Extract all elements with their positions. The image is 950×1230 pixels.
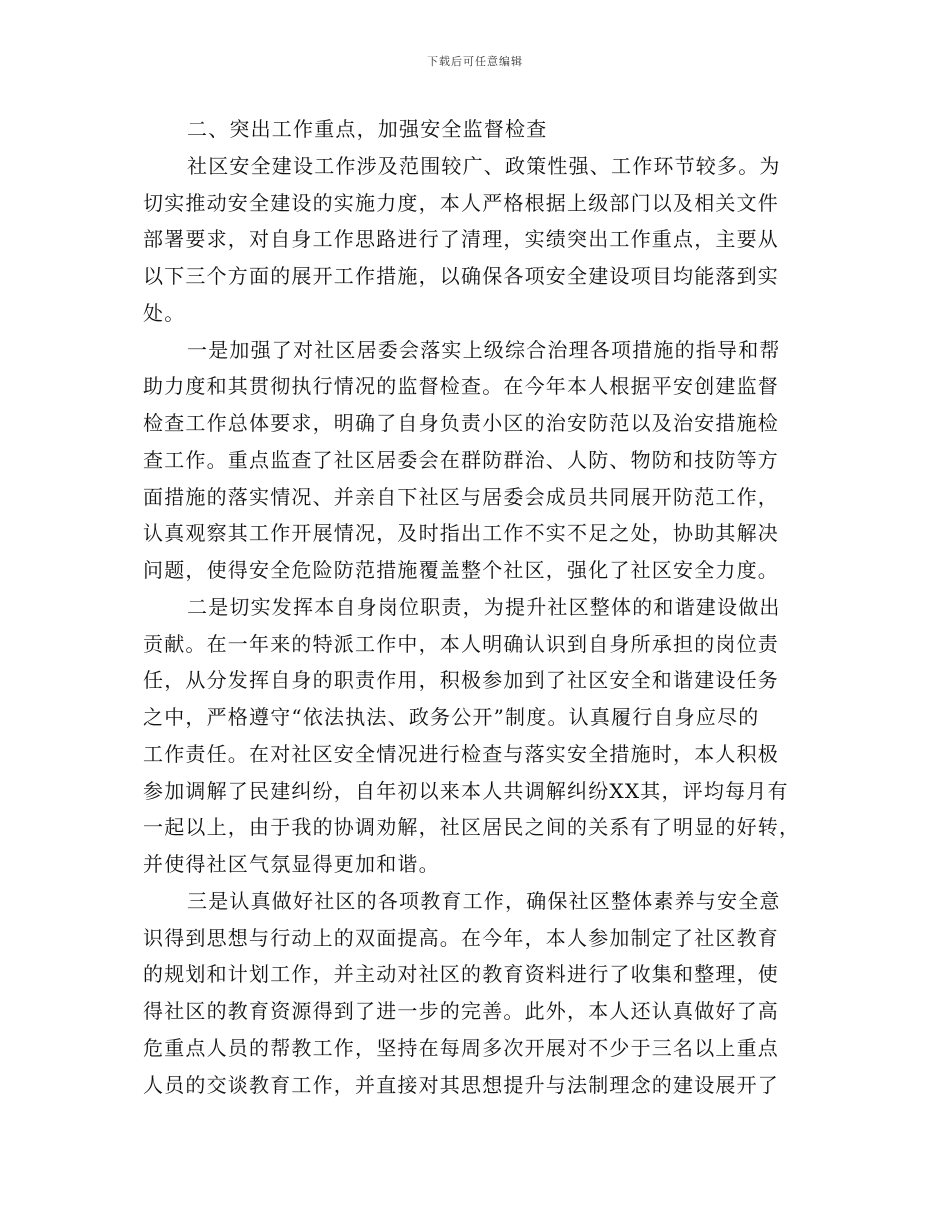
paragraph-line: 社区安全建设工作涉及范围较广、政策性强、工作环节较多。为 xyxy=(187,153,781,178)
paragraph-line: 参加调解了民建纠纷，自年初以来本人共调解纠纷XX其，评均每月有 xyxy=(143,778,789,803)
paragraph-line: 切实推动安全建设的实施力度，本人严格根据上级部门以及相关文件 xyxy=(143,190,779,215)
paragraph-line: 一起以上，由于我的协调劝解，社区居民之间的关系有了明显的好转， xyxy=(143,815,801,840)
paragraph-line: 二是切实发挥本自身岗位职责，为提升社区整体的和谐建设做出 xyxy=(187,594,781,619)
paragraph-line: 部署要求，对自身工作思路进行了清理，实绩突出工作重点，主要从 xyxy=(143,227,779,252)
paragraph-line: 三是认真做好社区的各项教育工作，确保社区整体素养与安全意 xyxy=(187,888,781,913)
section-heading: 二、突出工作重点，加强安全监督检查 xyxy=(187,117,548,141)
paragraph-line: 识得到思想与行动上的双面提高。在今年，本人参加制定了社区教育 xyxy=(143,925,779,950)
paragraph-line: 贡献。在一年来的特派工作中，本人明确认识到自身所承担的岗位责 xyxy=(143,631,779,656)
paragraph-line: 问题，使得安全危险防范措施覆盖整个社区，强化了社区安全力度。 xyxy=(143,558,779,582)
paragraph-line: 助力度和其贯彻执行情况的监督检查。在今年本人根据平安创建监督 xyxy=(143,374,779,399)
paragraph-line: 认真观察其工作开展情况，及时指出工作不实不足之处，协助其解决 xyxy=(143,521,779,546)
page-header: 下载后可任意编辑 xyxy=(427,55,523,68)
paragraph-line: 查工作。重点监查了社区居委会在群防群治、人防、物防和技防等方 xyxy=(143,447,779,472)
paragraph-line: 面措施的落实情况、并亲自下社区与居委会成员共同展开防范工作， xyxy=(143,484,779,509)
paragraph-line: 危重点人员的帮教工作，坚持在每周多次开展对不少于三名以上重点 xyxy=(143,1035,779,1060)
paragraph-line: 处。 xyxy=(143,300,186,325)
paragraph-line: 一是加强了对社区居委会落实上级综合治理各项措施的指导和帮 xyxy=(187,337,781,362)
paragraph-line: 人员的交谈教育工作，并直接对其思想提升与法制理念的建设展开了 xyxy=(143,1072,779,1097)
paragraph-line: 工作责任。在对社区安全情况进行检查与落实安全措施时，本人积极 xyxy=(143,741,779,766)
paragraph-line: 并使得社区气氛显得更加和谐。 xyxy=(143,852,440,876)
document-body xyxy=(143,111,803,1103)
paragraph-line: 之中，严格遵守“依法执法、政务公开”制度。认真履行自身应尽的 xyxy=(143,705,760,729)
paragraph-line: 得社区的教育资源得到了进一步的完善。此外，本人还认真做好了高 xyxy=(143,999,779,1023)
paragraph-line: 任，从分发挥自身的职责作用，积极参加到了社区安全和谐建设任务 xyxy=(143,668,779,693)
paragraph-line: 以下三个方面的展开工作措施，以确保各项安全建设项目均能落到实 xyxy=(143,264,779,288)
paragraph-line: 的规划和计划工作，并主动对社区的教育资料进行了收集和整理，使 xyxy=(143,962,779,987)
paragraph-line: 检查工作总体要求，明确了自身负责小区的治安防范以及治安措施检 xyxy=(143,411,779,435)
